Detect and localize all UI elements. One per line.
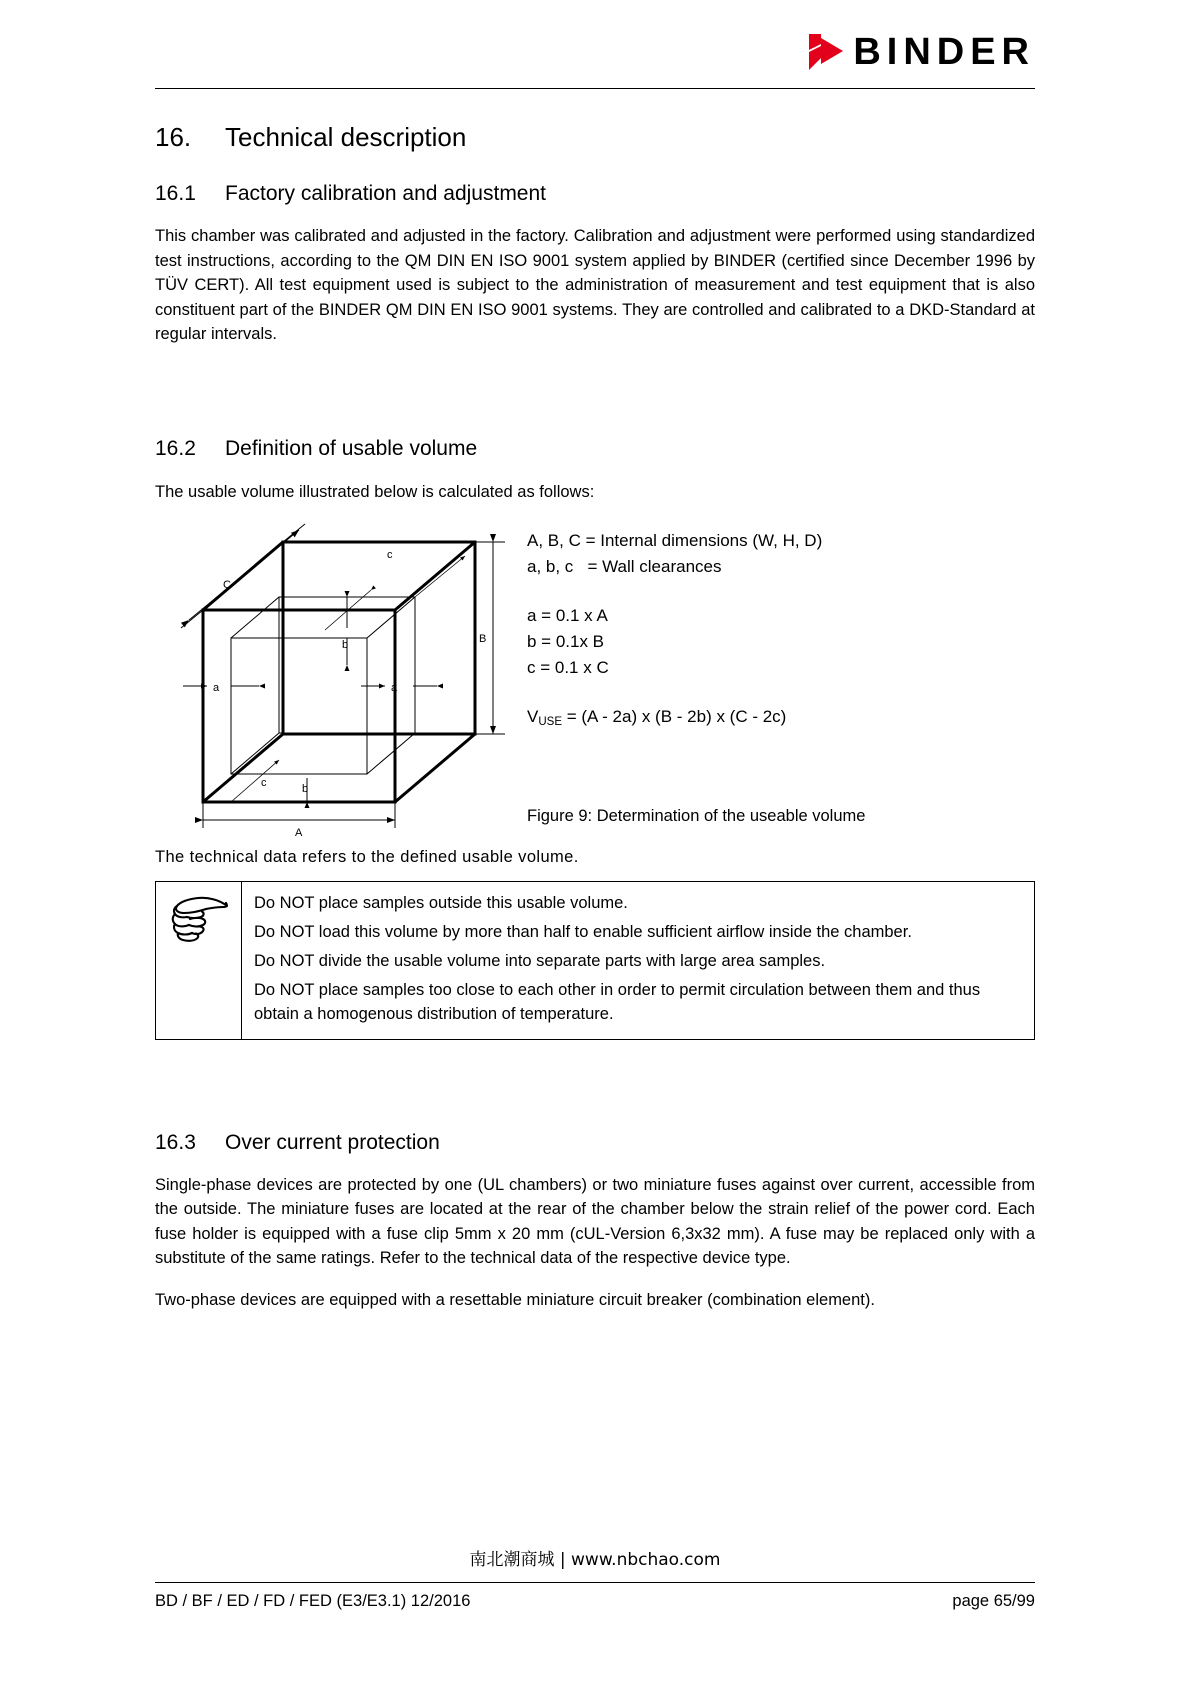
figure-caption: Figure 9: Determination of the useable volume xyxy=(527,807,866,825)
formula-body: = (A - 2a) x (B - 2b) x (C - 2c) xyxy=(562,706,787,726)
section-heading-16-1 xyxy=(155,181,1035,206)
usable-volume-cube-diagram xyxy=(175,520,515,838)
brand-name: BINDER xyxy=(853,31,1035,73)
cube-label-c-top: c xyxy=(387,549,393,561)
section-title-16-2: Definition of usable volume xyxy=(225,437,478,461)
footer-document-code: BD / BF / ED / FD / FED (E3/E3.1) 12/2016 xyxy=(155,1592,471,1610)
section-number-16-2: 16.2 xyxy=(155,437,196,461)
legend-line-3: a = 0.1 x A xyxy=(527,605,608,625)
paragraph-after-figure: The technical data refers to the defined usable volume. xyxy=(155,848,579,866)
footer-page-number: page 65/99 xyxy=(952,1592,1035,1610)
figure-legend xyxy=(527,528,822,730)
cube-label-c-bottom: c xyxy=(261,777,267,789)
cube-label-a-left: a xyxy=(213,682,220,694)
section-number-16-3: 16.3 xyxy=(155,1130,196,1154)
cube-label-C: C xyxy=(223,579,231,591)
paragraph-16-3-b: Two-phase devices are equipped with a resettable miniature circuit breaker (combination element). xyxy=(155,1291,875,1310)
legend-line-2: a, b, c = Wall clearances xyxy=(527,557,722,577)
note-box xyxy=(155,881,1035,1040)
note-line-3: Do NOT divide the usable volume into separate parts with large area samples. xyxy=(254,951,826,970)
chapter-heading xyxy=(155,122,1035,153)
binder-logo xyxy=(809,33,1035,71)
paragraph-16-1: This chamber was calibrated and adjusted in the factory. Calibration and adjustment were performed using standardized test instructions, according to the QM DIN EN ISO 9001 system applied by BINDER (certified since December 1996 by TÜV CERT). All test equipment used is subject to the administration of measurement and test equipment that is also constituent part of the BINDER QM DIN EN ISO 9001 systems. They are controlled and calibrated to a DKD-Standard at regular intervals. xyxy=(155,227,1035,343)
pointing-hand-icon xyxy=(170,894,228,951)
page-footer xyxy=(155,1545,1035,1611)
section-heading-16-2 xyxy=(155,436,1035,461)
chapter-number: 16. xyxy=(155,122,192,152)
cube-label-a-right: a xyxy=(391,682,398,694)
section-number-16-1: 16.1 xyxy=(155,182,196,206)
paragraph-16-3-a: Single-phase devices are protected by one (UL chambers) or two miniature fuses against over current, accessible from the outside. The miniature fuses are located at the rear of the chamber below the strain relief of the power cord. Each fuse holder is equipped with a fuse clip 5mm x 20 mm (cUL-Version 6,3x32 mm). A fuse may be replaced only with a substitute of the same ratings. Refer to the technical data of the respective device type. xyxy=(155,1175,1035,1268)
legend-line-4: b = 0.1x B xyxy=(527,632,605,652)
legend-line-1: A, B, C = Internal dimensions (W, H, D) xyxy=(527,531,823,550)
note-line-4: Do NOT place samples too close to each other in order to permit circulation between them and thus obtain a homogenous distribution of temperature. xyxy=(254,980,981,1023)
cube-label-b-top: b xyxy=(342,639,349,651)
cube-label-A: A xyxy=(295,827,303,838)
cube-label-b-bottom: b xyxy=(302,783,309,795)
vertical-spacer-2 xyxy=(155,1040,1035,1102)
section-heading-16-3 xyxy=(155,1130,1035,1155)
paragraph-16-2-intro: The usable volume illustrated below is calculated as follows: xyxy=(155,482,595,501)
chapter-title: Technical description xyxy=(225,122,467,152)
section-title-16-1: Factory calibration and adjustment xyxy=(225,182,546,206)
binder-triangles-logo-icon xyxy=(809,34,843,70)
header-divider xyxy=(155,88,1035,89)
note-line-1: Do NOT place samples outside this usable volume. xyxy=(254,894,628,912)
note-icon-cell xyxy=(156,882,242,1039)
section-title-16-3: Over current protection xyxy=(225,1130,440,1154)
formula-subscript: USE xyxy=(538,715,562,728)
footer-watermark: 南北潮商城 | www.nbchao.com xyxy=(469,1550,721,1570)
figure-usable-volume xyxy=(155,520,1035,838)
note-text-cell xyxy=(242,882,1034,1039)
legend-formula-vuse xyxy=(527,704,822,730)
note-line-2: Do NOT load this volume by more than half to enable sufficient airflow inside the chamber. xyxy=(254,922,912,941)
footer-row xyxy=(155,1583,1035,1611)
page-content xyxy=(155,110,1035,1313)
formula-v: V xyxy=(527,706,539,726)
page-header xyxy=(0,0,1200,92)
legend-line-5: c = 0.1 x C xyxy=(527,658,609,678)
cube-label-B: B xyxy=(479,633,487,645)
vertical-spacer xyxy=(155,346,1035,408)
